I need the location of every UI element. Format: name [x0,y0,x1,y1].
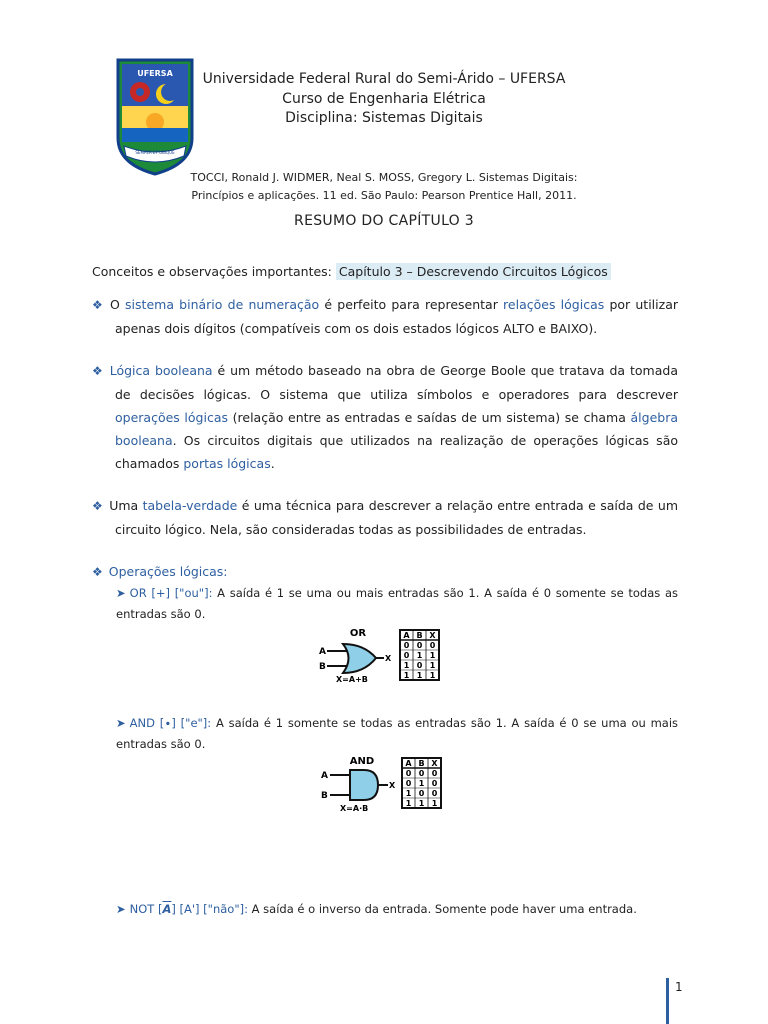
diamond-bullet-icon: ❖ [92,364,104,378]
text: é perfeito para representar [319,297,504,312]
or-truth-table [400,630,439,680]
truth-table-cell: 1 [403,671,410,680]
or-expression: X=A+B [336,675,368,684]
truth-table-header: A [405,759,412,768]
truth-table-cell: 0 [418,769,425,778]
university-name: Universidade Federal Rural do Semi-Árido – UFERSA [202,71,566,87]
truth-table-cell: 0 [416,641,423,650]
term-truth-table: tabela-verdade [142,498,238,513]
operations-heading-text: Operações lógicas: [108,564,228,579]
truth-table-cell: 1 [429,661,436,670]
truth-table-header: X [429,631,436,640]
logo-text: UFERSA [137,69,173,78]
text: ] [A'] ["não"]: [171,902,248,916]
or-description: A saída é 1 se uma ou mais entradas são 1. A saída é 0 somente se todas as entradas são 0. [116,586,678,621]
and-truth-table [402,758,441,808]
and-gate-symbol [350,770,378,800]
and-title: AND [349,756,375,767]
truth-table-cell: 1 [429,671,436,680]
and-name: AND [∙] ["e"]: [129,716,212,730]
or-gate-symbol [343,644,376,673]
truth-table-cell: 1 [429,651,436,660]
not-description: A saída é o inverso da entrada. Somente pode haver uma entrada. [247,902,637,916]
or-title: OR [349,628,367,639]
term-logic-gates: portas lógicas [183,456,271,471]
truth-table-cell: 0 [403,651,410,660]
text: O [110,297,126,312]
truth-table-cell: 1 [418,799,425,808]
text: é um método baseado na obra de George Boole que tratava da tomada de decisões lógicas. O sistema que utiliza símbolos e operadores para descrever [115,363,678,402]
truth-table-cell: 0 [431,779,438,788]
page-number: 1 [675,980,683,994]
truth-table-cell: 0 [416,661,423,670]
and-input-a: A [321,771,328,781]
diamond-bullet-icon: ❖ [92,499,104,513]
or-input-a: A [319,647,326,657]
arrow-bullet-icon: ➤ [116,716,126,730]
intro-line [92,264,611,279]
paragraph-boolean [92,359,678,475]
term-binary-system: sistema binário de numeração [125,297,320,312]
operations-heading [92,564,228,579]
and-output: X [389,781,396,790]
and-gate-diagram [316,752,446,814]
truth-table-cell: 1 [403,661,410,670]
text: . [270,456,275,471]
truth-table-cell: 0 [405,769,412,778]
truth-table-cell: 1 [416,671,423,680]
not-name [130,902,248,916]
term-boolean-algebra: álgebra booleana [115,410,678,448]
truth-table-cell: 1 [416,651,423,660]
and-input-b: B [321,791,328,801]
paragraph-binary [92,293,678,340]
text: por utilizar apenas dois dígitos (compatíveis com os dois estados lógicos ALTO e BAIXO). [115,297,678,336]
chapter-highlight: Capítulo 3 – Descrevendo Circuitos Lógicos [336,263,611,280]
arrow-bullet-icon: ➤ [116,586,126,600]
text: NOT [ [129,902,163,916]
or-gate-diagram [316,624,446,686]
not-overline-a: $\overline{A}$ [162,902,172,916]
term-logic-operations: operações lógicas [115,410,229,425]
truth-table-cell: 1 [405,789,412,798]
header [0,70,768,129]
diamond-bullet-icon: ❖ [92,565,103,579]
logo-motto: SEMPER ET UBIQUE [135,150,175,155]
or-item [116,583,678,625]
truth-table-cell: 0 [418,789,425,798]
page-title: RESUMO DO CAPÍTULO 3 [294,213,474,229]
page-number-bar [666,978,669,1024]
reference-line-1: TOCCI, Ronald J. WIDMER, Neal S. MOSS, Gregory L. Sistemas Digitais: [190,171,578,184]
course-name: Curso de Engenharia Elétrica [282,90,486,107]
truth-table-header: B [416,631,423,640]
text: (relação entre as entradas e saídas de um sistema) se chama [228,410,631,425]
truth-table-header: X [431,759,438,768]
text: . Os circuitos digitais que utilizados na realização de operações lógicas são chamados [115,433,678,471]
and-description: A saída é 1 somente se todas as entradas são 1. A saída é 0 se uma ou mais entradas são 0. [116,716,679,751]
truth-table-cell: 0 [429,641,436,650]
truth-table-cell: 1 [418,779,425,788]
term-logic-relations: relações lógicas [503,297,605,312]
and-item [116,713,678,755]
and-expression: X=A·B [340,804,369,813]
truth-table-cell: 0 [431,769,438,778]
truth-table-cell: 0 [405,779,412,788]
not-item [116,899,678,920]
intro-label: Conceitos e observações importantes: [92,264,332,279]
truth-table-cell: 0 [431,789,438,798]
truth-table-header: B [418,759,425,768]
or-output: X [385,654,392,663]
text: é uma técnica para descrever a relação entre entrada e saída de um circuito lógico. Nela, são consideradas todas as possibilidades de entradas. [115,498,678,537]
paragraph-truth-table [92,494,678,541]
discipline-name: Disciplina: Sistemas Digitais [285,110,483,126]
truth-table-cell: 1 [431,799,438,808]
text: Uma [109,498,143,513]
or-input-b: B [319,662,326,672]
term-boolean-logic: Lógica booleana [109,363,213,378]
reference [0,169,768,205]
truth-table-cell: 0 [403,641,410,650]
or-name: OR [+] ["ou"]: [129,586,213,600]
arrow-bullet-icon: ➤ [116,902,126,916]
diamond-bullet-icon: ❖ [92,298,104,312]
truth-table-cell: 1 [405,799,412,808]
reference-line-2: Princípios e aplicações. 11 ed. São Paulo: Pearson Prentice Hall, 2011. [191,189,577,202]
truth-table-header: A [403,631,410,640]
